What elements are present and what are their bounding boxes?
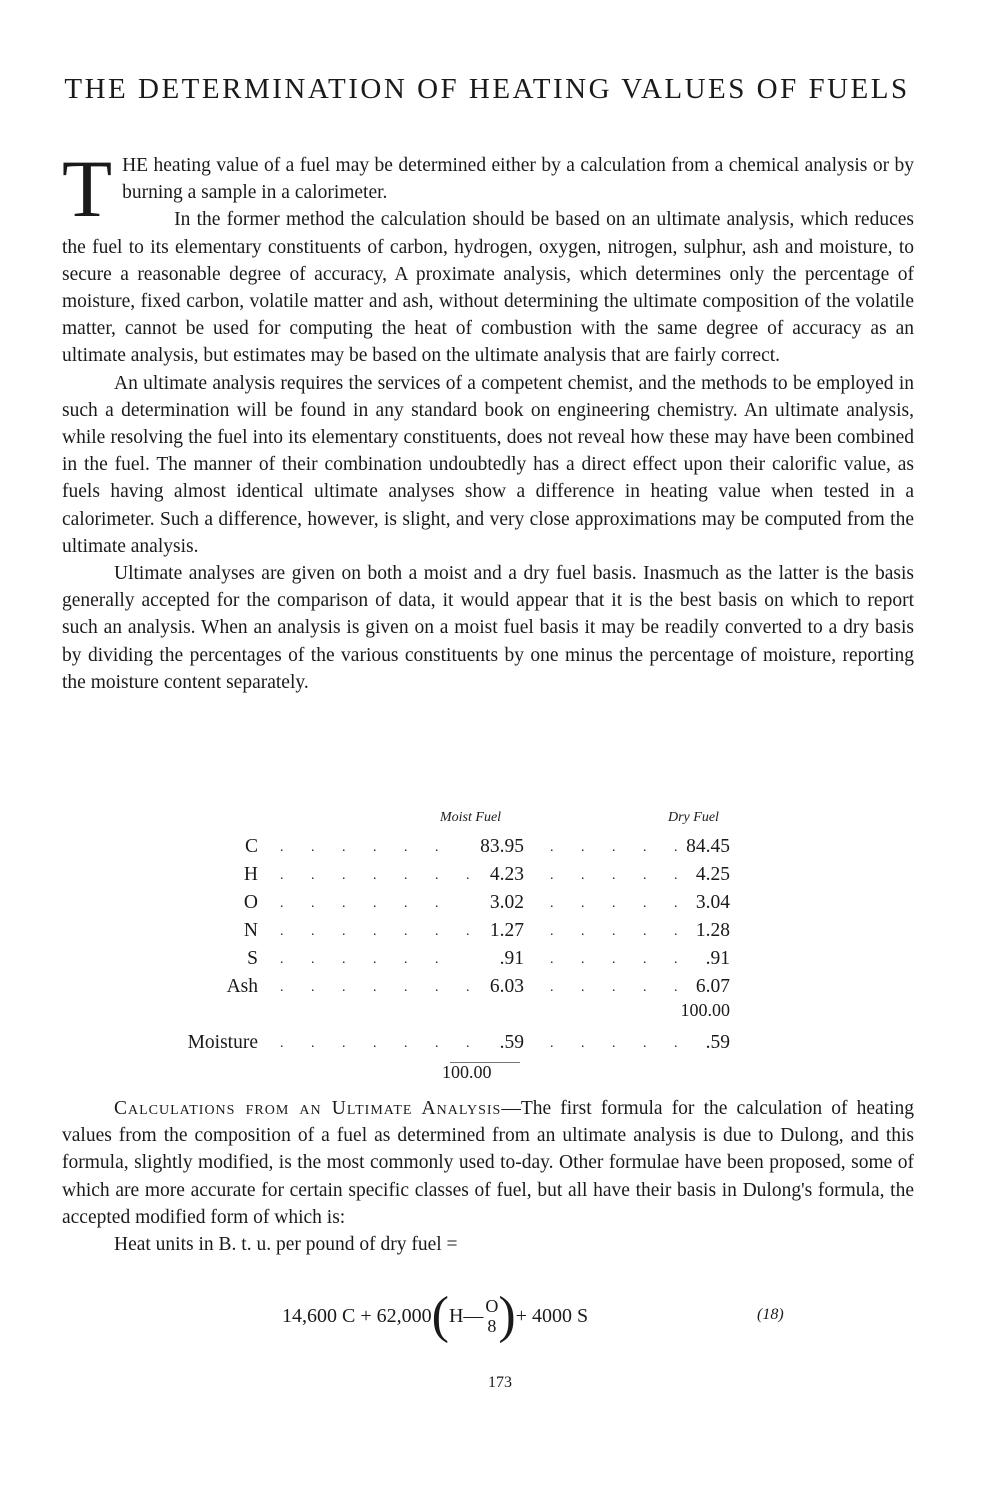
intro-text [62,143,914,696]
table-row: S . . . . . . .91 . . . . . .91 [247,948,730,969]
table-row: O . . . . . . 3.02 . . . . . 3.04 [243,892,730,913]
table-row: C . . . . . . 83.95 . . . . . 84.45 [244,836,730,857]
table-row: Ash . . . . . . . 6.03 . . . . . 6.07 [226,976,730,997]
column-header-moist: Moist Fuel [440,810,502,825]
analysis-table [170,810,770,1100]
intro-paragraph-1b: In the former method the calculation should be based on an ultimate analysis, which reduces the fuel to its elementary constituents of carbon, hydrogen, oxygen, nitrogen, sulphur, ash and moisture, to secure a reasonable degree of accuracy, A proximate analysis, which determines only the percentage of moisture, fixed carbon, volatile matter and ash, without determining the ultimate composition of the volatile matter, cannot be used for computing the heat of combustion with the same degree of accuracy as an ultimate analysis, but estimates may be based on the ultimate analysis that are fairly correct. [62,209,914,367]
drop-cap: T [62,143,113,234]
page-number: 173 [488,1374,512,1391]
calculations-section [62,1095,914,1258]
fraction: O 8 [485,1296,499,1336]
heat-units-line: Heat units in B. t. u. per pound of dry fuel = [114,1234,458,1256]
dry-total: 100.00 [680,1000,730,1020]
table-row: N . . . . . . . 1.27 . . . . . 1.28 [243,920,730,941]
page-title: THE DETERMINATION OF HEATING VALUES OF FUELS [64,73,910,105]
section-heading: Calculations from an Ultimate Analysis [114,1098,502,1119]
intro-paragraph-2: An ultimate analysis requires the services of a competent chemist, and the methods to be employed in such a determination will be found in any standard book on engineering chemistry. An ultimate analysis, while resolving the fuel into its elementary constituents, does not reveal how these may have been combined in the fuel. The manner of their combination undoubtedly has a direct effect upon their calorific value, as fuels having almost identical ultimate analyses show a difference in heating value when tested in a calorimeter. Such a difference, however, is slight, and very close approximations may be computed from the ultimate analysis. [62,372,914,557]
calculations-paragraph: Calculations from an Ultimate Analysis—The first formula for the calculation of heating values from the composition of a fuel as determined from an ultimate analysis is due to Dulong, and this formula, slightly modified, is the most commonly used to-day. Other formulae have been proposed, some of which are more accurate for certain specific classes of fuel, but all have their basis in Dulong's formula, the accepted modified form of which is: [62,1098,914,1228]
column-header-dry: Dry Fuel [668,810,719,825]
intro-paragraph-1: THE heating value of a fuel may be determined either by a calculation from a chemical analysis or by burning a sample in a calorimeter. In the former method the calculation should be based on an ultimate analysis, which reduces the fuel to its elementary constituents of carbon, hydrogen, oxygen, nitrogen, sulphur, ash and moisture, to secure a reasonable degree of accuracy, A proximate analysis, which determines only the percentage of moisture, fixed carbon, volatile matter and ash, without determining the ultimate composition of the volatile matter, cannot be used for computing the heat of combustion with the same degree of accuracy as an ultimate analysis, but estimates may be based on the ultimate analysis that are fairly correct. [62,143,914,367]
table-row: H . . . . . . . 4.23 . . . . . 4.25 [243,864,730,885]
intro-paragraph-3: Ultimate analyses are given on both a moist and a dry fuel basis. Inasmuch as the latter is the basis generally accepted for the comparison of data, it would appear that it is the best basis on which to report such an analysis. When an analysis is given on a moist fuel basis it may be readily converted to a dry basis by dividing the percentages of the various constituents by one minus the percentage of moisture, reporting the moisture content separately. [62,563,914,693]
moisture-row: Moisture . . . . . . . .59 . . . . . .59 [187,1032,730,1053]
dulong-formula: 14,600 C + 62,000 ( H— O 8 ) + 4000 S [282,1287,589,1344]
moist-total: 100.00 [442,1062,492,1082]
equation-number: (18) [757,1306,784,1323]
